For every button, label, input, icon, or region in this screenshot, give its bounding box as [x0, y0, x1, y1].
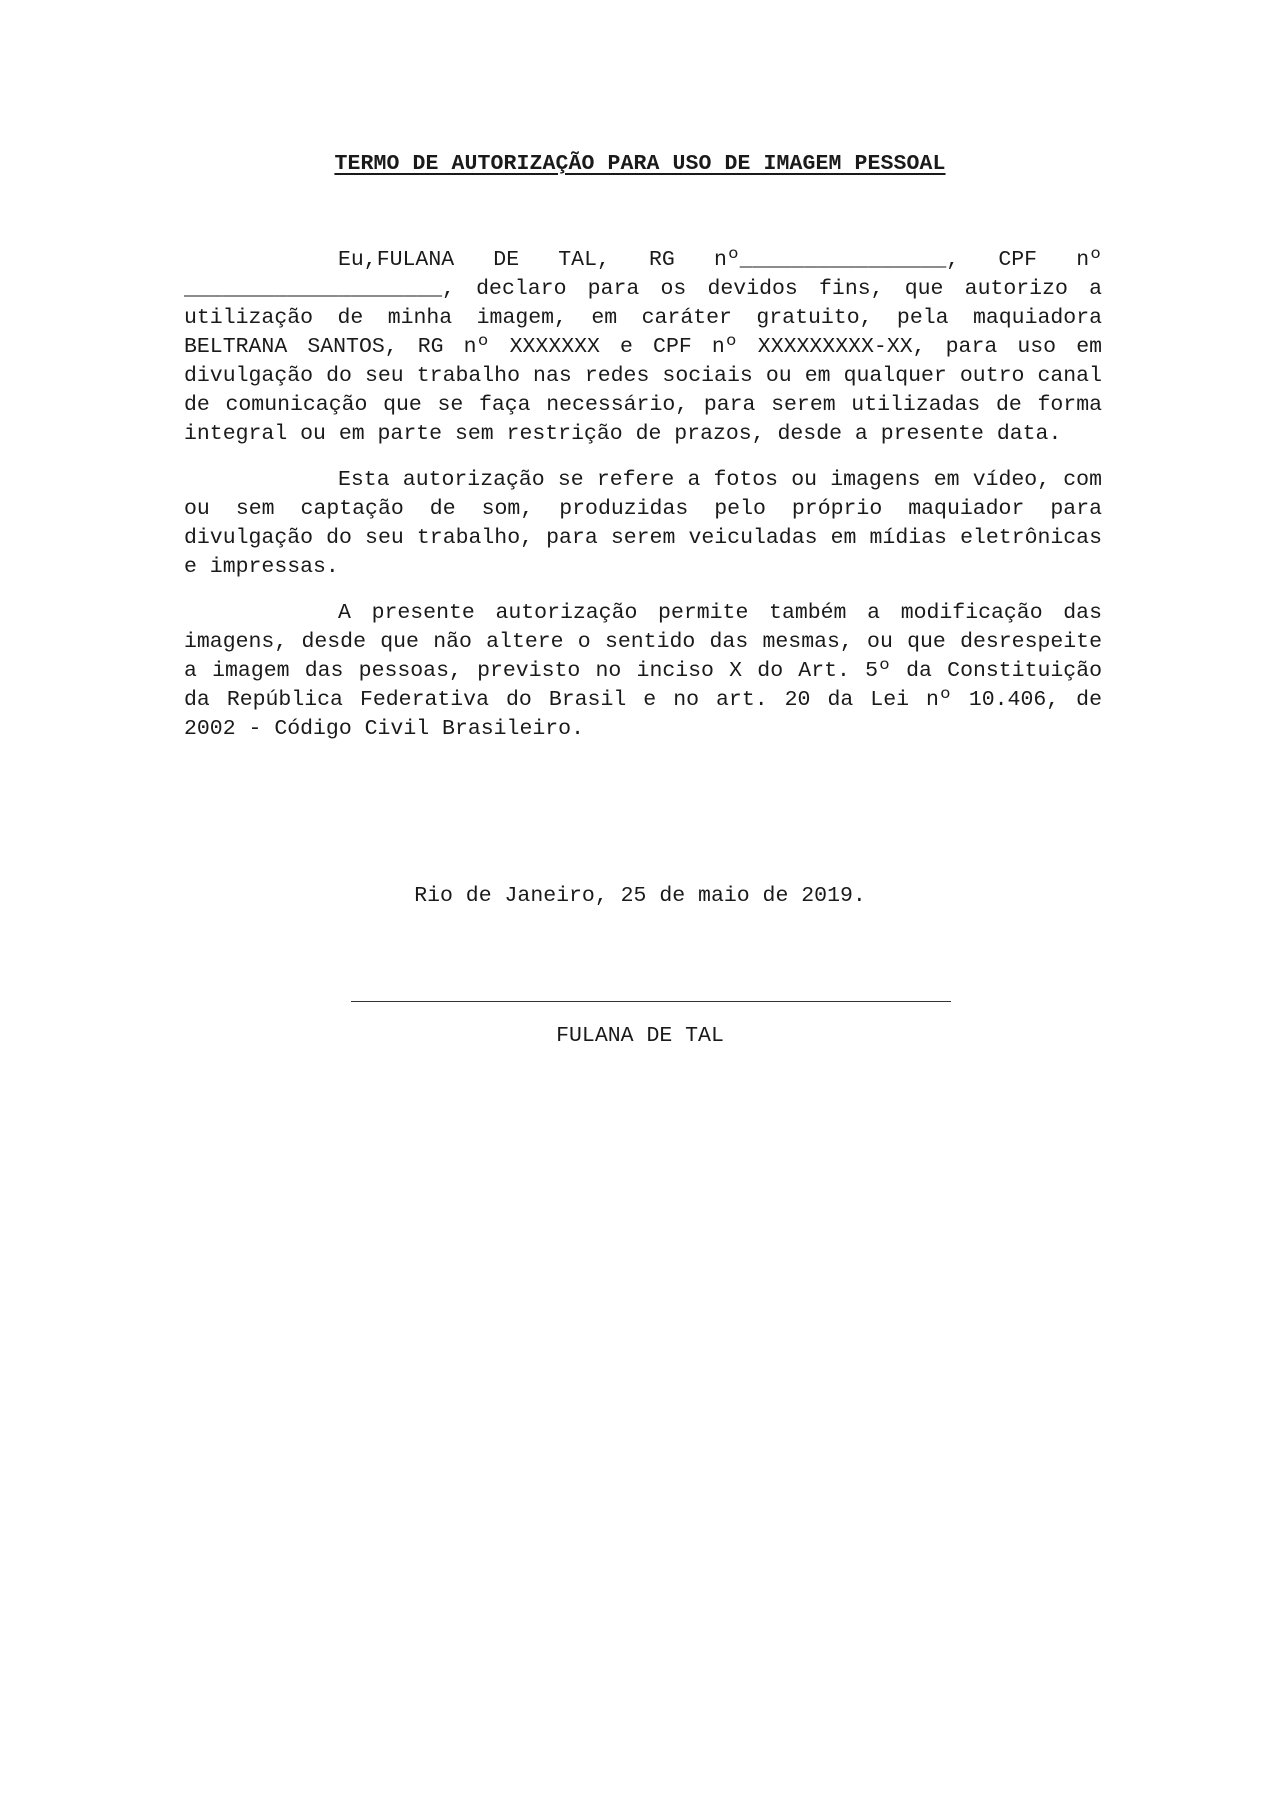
document-title: TERMO DE AUTORIZAÇÃO PARA USO DE IMAGEM PESSOAL — [334, 152, 946, 176]
signature-line — [351, 1001, 951, 1002]
date-line: Rio de Janeiro, 25 de maio de 2019. — [414, 884, 866, 908]
paragraph-scope: Esta autorização se refere a fotos ou imagens em vídeo, com ou sem captação de som, produzidas pelo próprio maquiador para divulgação do seu trabalho, para serem veiculadas em mídias eletrônicas e impressas. — [184, 468, 1102, 579]
document-body — [184, 246, 1102, 761]
paragraph-declaration: Eu,FULANA DE TAL, RG nº________________, CPF nº ____________________, declaro para os devidos fins, que autorizo a utilização de minha imagem, em caráter gratuito, pela maquiadora BELTRANA SANTOS, RG nº XXXXXXX e CPF nº XXXXXXXXX-XX, para uso em divulgação do seu trabalho nas redes sociais ou em qualquer outro canal de comunicação que se faça necessário, para serem utilizadas de forma integral ou em parte sem restrição de prazos, desde a presente data. — [184, 248, 1102, 446]
paragraph-modification: A presente autorização permite também a modificação das imagens, desde que não altere o sentido das mesmas, ou que desrespeite a imagem das pessoas, previsto no inciso X do Art. 5º da Constituição da República Federativa do Brasil e no art. 20 da Lei nº 10.406, de 2002 - Código Civil Brasileiro. — [184, 601, 1102, 741]
signature-name: FULANA DE TAL — [556, 1024, 724, 1048]
